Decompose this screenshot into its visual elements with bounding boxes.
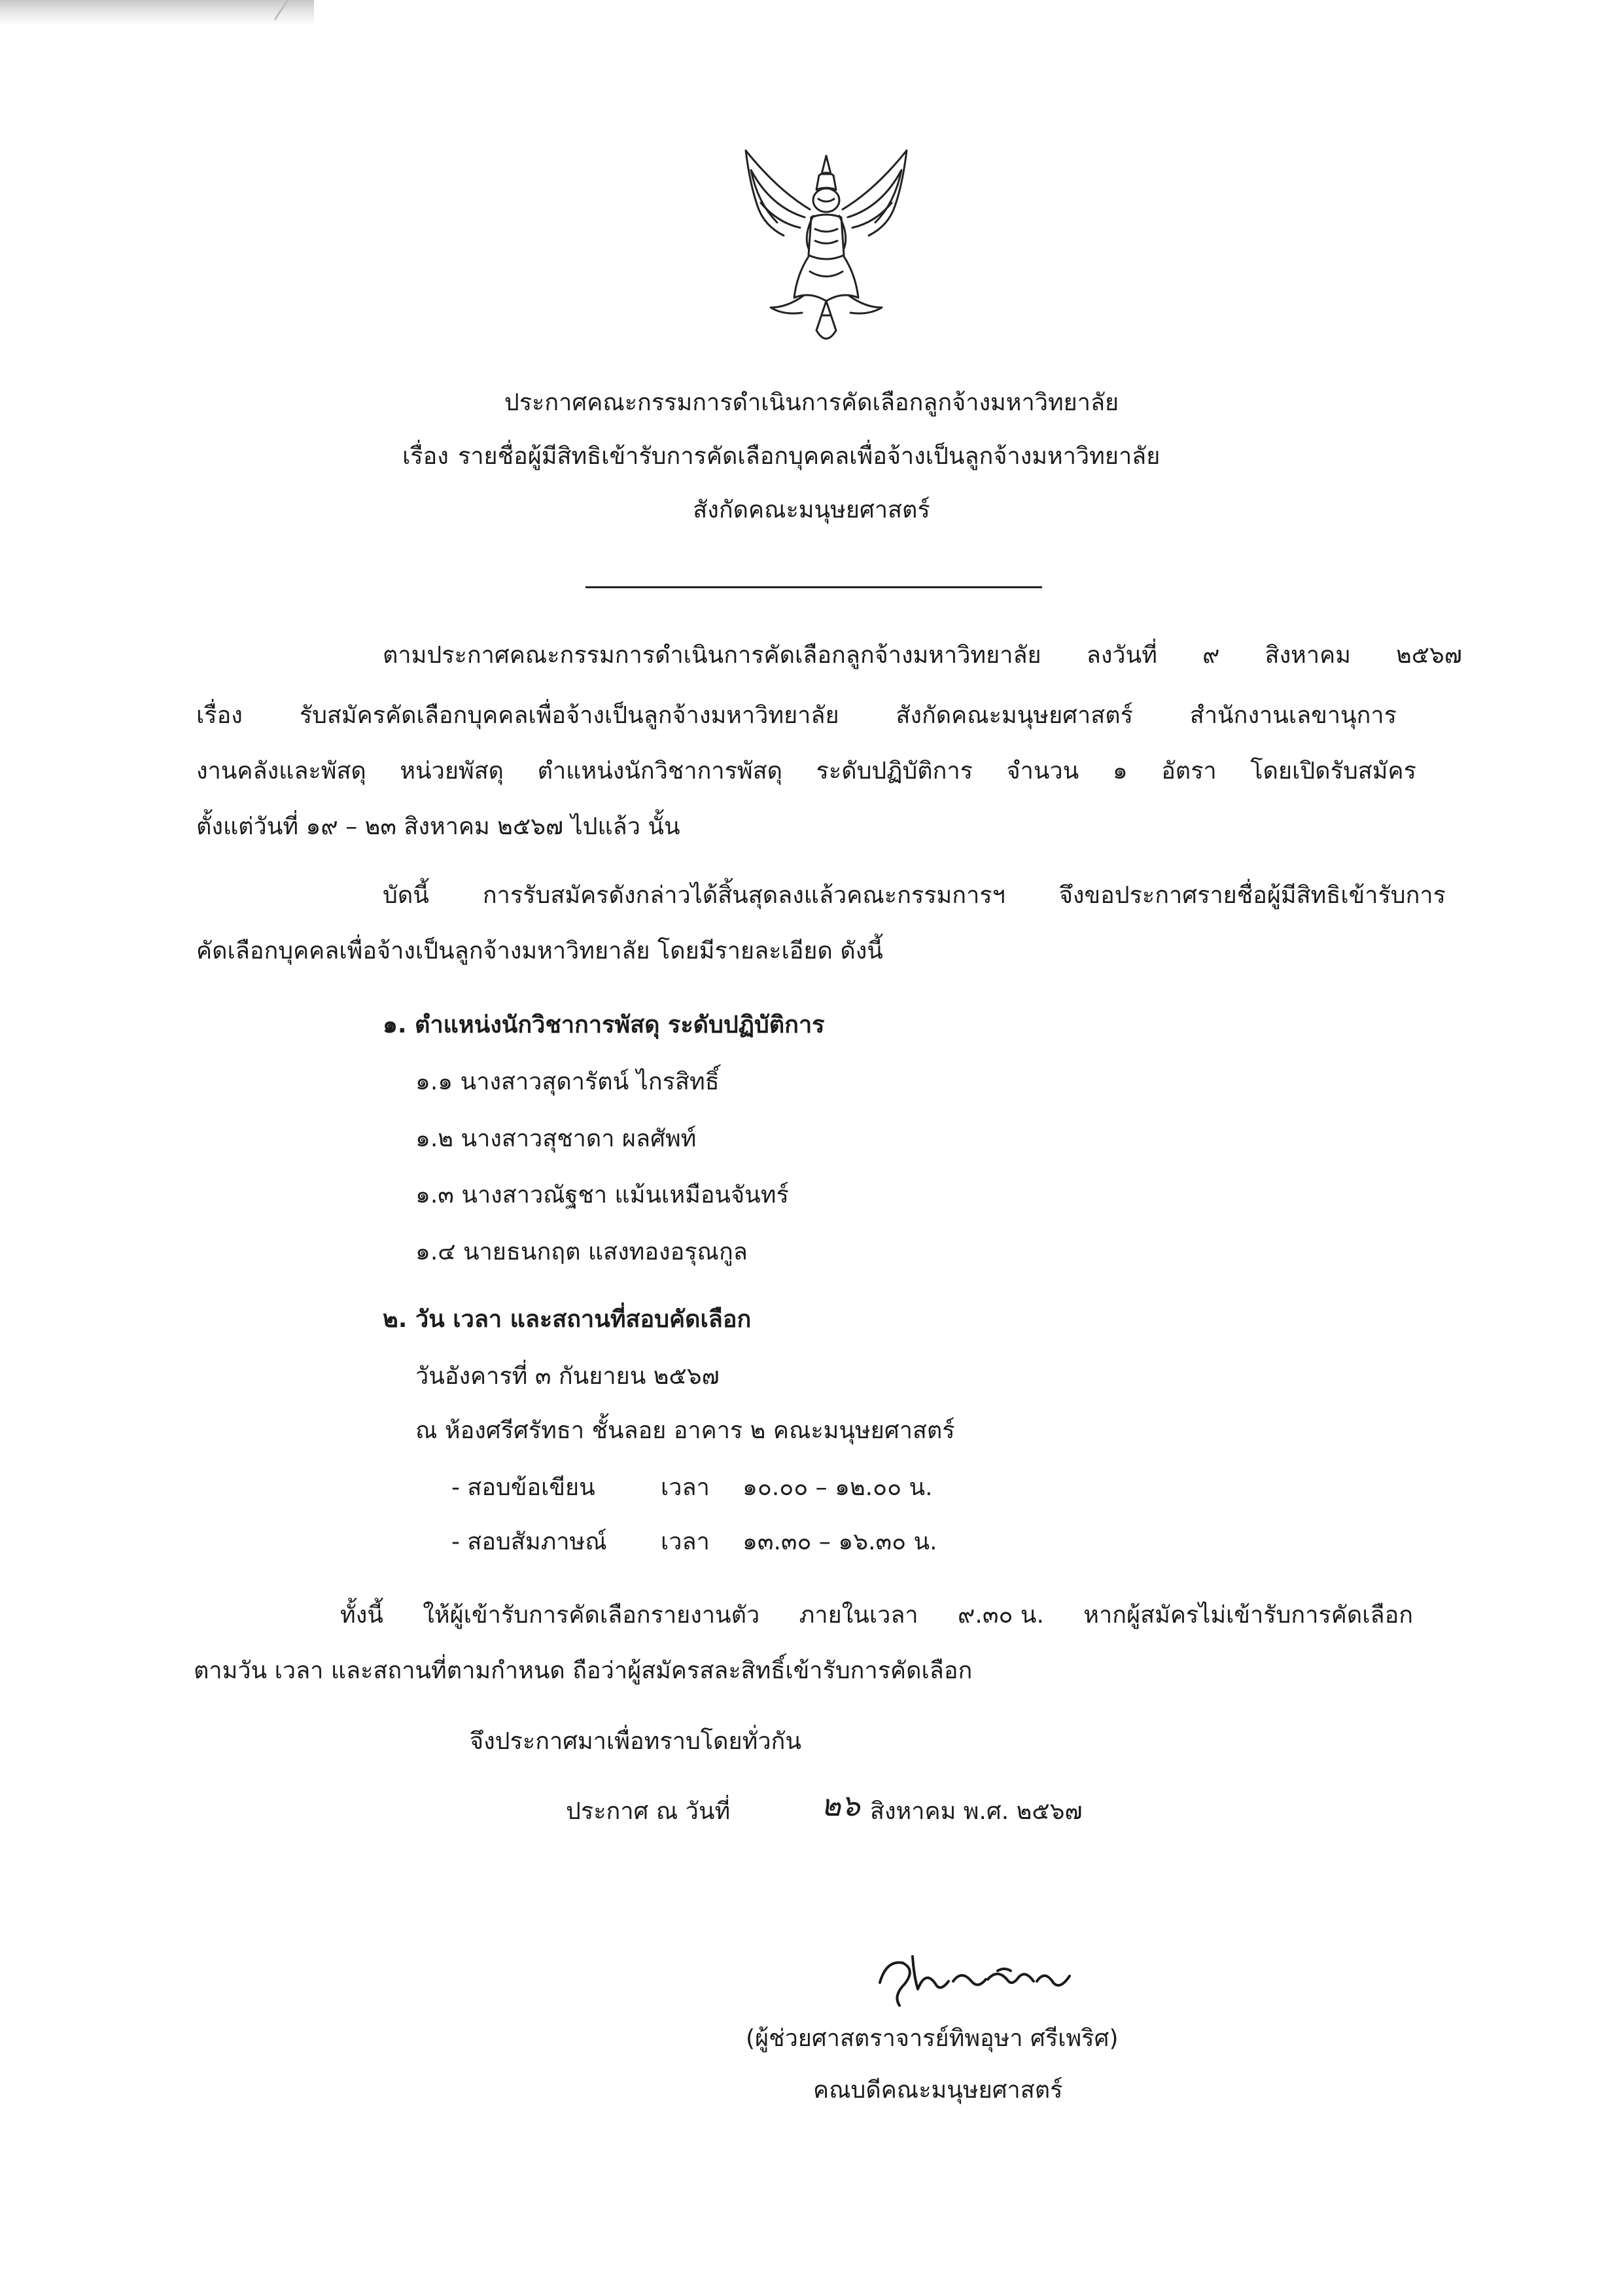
notice-text: ให้ผู้เข้ารับการคัดเลือกรายงานตัว [423,1602,760,1629]
announcement-title: ประกาศคณะกรรมการดำเนินการคัดเลือกลูกจ้างมหาวิทยาลัย [504,389,1119,416]
notice-text: ภายในเวลา [799,1602,918,1629]
intro-text: สังกัดคณะมนุษยศาสตร์ [896,702,1133,729]
exam-written-name: - สอบข้อเขียน [451,1474,595,1501]
intro-text: โดยเปิดรับสมัคร [1250,758,1416,785]
intro-text: ๒๕๖๗ [1396,642,1462,669]
intro-text: ตามประกาศคณะกรรมการดำเนินการคัดเลือกลูกจ้างมหาวิทยาลัย [383,642,1041,669]
intro-text: หน่วยพัสดุ [400,758,504,785]
issue-date-day: ๒๖ [821,1788,860,1823]
intro-line-3 [196,756,1416,787]
notice-text: หากผู้สมัครไม่เข้ารับการคัดเลือก [1083,1602,1413,1629]
intro-text: ๙ [1202,642,1220,669]
intro-line-2 [196,700,1397,732]
announcement-text: การรับสมัครดังกล่าวได้สิ้นสุดลงแล้วคณะกรรมการฯ [482,882,1005,909]
notice-line-2: ตามวัน เวลา และสถานที่ตามกำหนด ถือว่าผู้สมัครสละสิทธิ์เข้ารับการคัดเลือก [194,1657,973,1684]
candidate-item: ๑.๔ นายธนกฤต แสงทองอรุณกูล [415,1239,748,1265]
intro-text: ๑ [1112,758,1128,785]
section-2-heading: ๒. วัน เวลา และสถานที่สอบคัดเลือก [383,1306,752,1333]
exam-written-time: ๑๐.๐๐ – ๑๒.๐๐ น. [742,1474,933,1501]
title-divider [585,586,1042,588]
intro-text: จำนวน [1006,758,1079,785]
announcement-line-1 [383,880,1446,911]
garuda-emblem [731,144,921,353]
exam-date: วันอังคารที่ ๓ กันยายน ๒๕๖๗ [415,1363,720,1390]
section-1-heading: ๑. ตำแหน่งนักวิชาการพัสดุ ระดับปฏิบัติการ [383,1012,825,1038]
faculty-line: สังกัดคณะมนุษยศาสตร์ [693,497,930,523]
closing-statement: จึงประกาศมาเพื่อทราบโดยทั่วกัน [470,1728,801,1755]
issue-date-suffix: สิงหาคม พ.ศ. ๒๕๖๗ [870,1798,1083,1825]
handwritten-signature [873,1943,1083,2015]
notice-text: ๙.๓๐ น. [958,1602,1044,1629]
notice-line-1 [340,1600,1413,1631]
intro-text: ตำแหน่งนักวิชาการพัสดุ [537,758,782,785]
subject-text: รายชื่อผู้มีสิทธิเข้ารับการคัดเลือกบุคคลเพื่อจ้างเป็นลูกจ้างมหาวิทยาลัย [458,443,1161,470]
announcement-line-2: คัดเลือกบุคคลเพื่อจ้างเป็นลูกจ้างมหาวิทยาลัย โดยมีรายละเอียด ดังนี้ [196,938,883,964]
candidate-item: ๑.๑ นางสาวสุดารัตน์ ไกรสิทธิ์ [415,1069,720,1095]
signatory-position: คณบดีคณะมนุษยศาสตร์ [813,2077,1063,2104]
intro-text: ลงวันที่ [1086,642,1157,669]
intro-text: ระดับปฏิบัติการ [816,758,973,785]
intro-text: สำนักงานเลขานุการ [1189,702,1397,729]
candidate-item: ๑.๓ นางสาวณัฐชา แม้นเหมือนจันทร์ [415,1182,789,1209]
exam-interview-label: เวลา [661,1528,710,1555]
candidate-item: ๑.๒ นางสาวสุชาดา ผลศัพท์ [415,1125,697,1152]
intro-text: งานคลังและพัสดุ [196,758,366,785]
announcement-text: บัดนี้ [383,882,429,909]
subject-label: เรื่อง [402,443,449,470]
intro-text: รับสมัครคัดเลือกบุคคลเพื่อจ้างเป็นลูกจ้างมหาวิทยาลัย [299,702,839,729]
exam-written-label: เวลา [661,1474,710,1501]
intro-line-1 [383,640,1462,671]
issue-date-prefix: ประกาศ ณ วันที่ [566,1798,731,1825]
signatory-name: (ผู้ช่วยศาสตราจารย์ทิพอุษา ศรีเพริศ) [746,2025,1119,2052]
notice-text: ทั้งนี้ [340,1602,383,1629]
announcement-text: จึงขอประกาศรายชื่อผู้มีสิทธิเข้ารับการ [1058,882,1446,909]
intro-text: สิงหาคม [1265,642,1351,669]
intro-text: อัตรา [1161,758,1217,785]
exam-place: ณ ห้องศรีศรัทธา ชั้นลอย อาคาร ๒ คณะมนุษยศาสตร์ [415,1417,955,1444]
intro-line-4: ตั้งแต่วันที่ ๑๙ – ๒๓ สิงหาคม ๒๕๖๗ ไปแล้ว นั้น [196,813,680,840]
intro-text: เรื่อง [196,702,243,729]
exam-interview-name: - สอบสัมภาษณ์ [451,1528,607,1555]
exam-interview-time: ๑๓.๓๐ – ๑๖.๓๐ น. [742,1528,937,1555]
